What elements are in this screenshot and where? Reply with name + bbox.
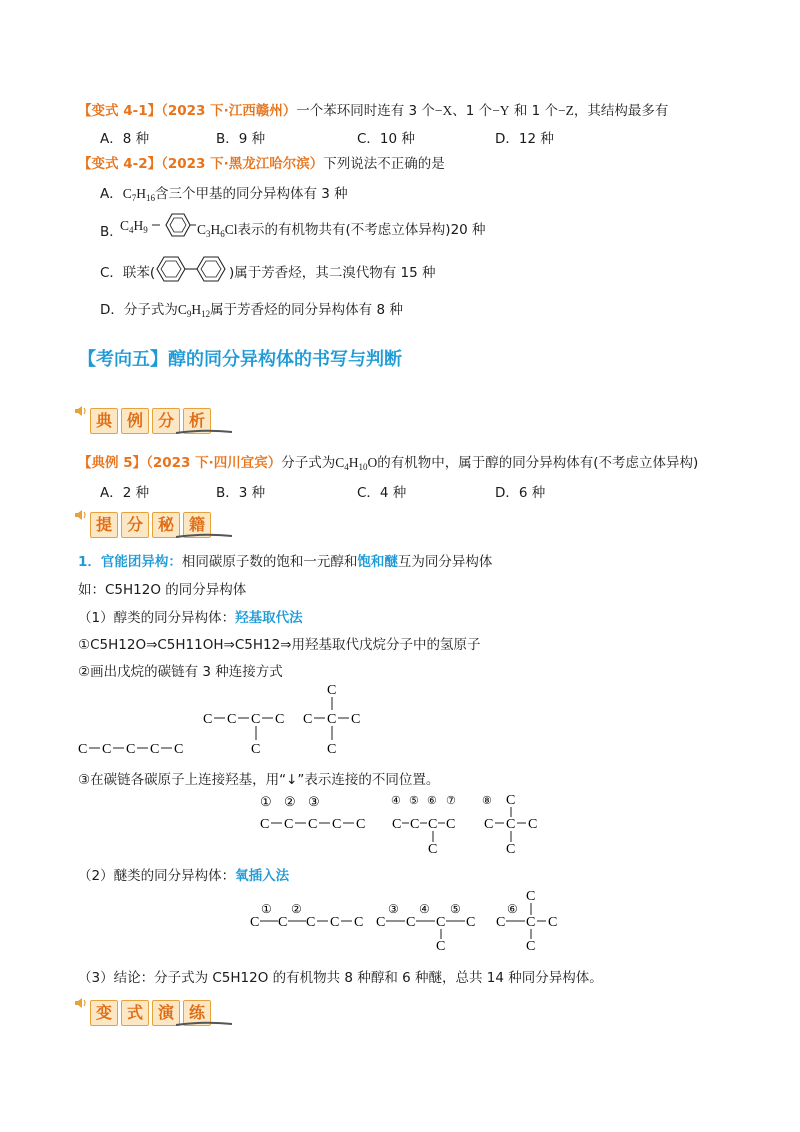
option-b-text <box>197 218 486 239</box>
question-text: 的有机物中，属于醇的同分异构体有(不考虑立体异构) <box>377 455 699 471</box>
badge-char: 分 <box>121 512 149 538</box>
position-marker: ③ <box>388 902 399 916</box>
n-pentane <box>78 742 183 757</box>
option-a: A．8 种 <box>100 131 150 147</box>
carbon-atom: C <box>428 817 438 832</box>
group-z: −Z <box>558 103 574 118</box>
formula-c7h16: $C_7H_{16}$ <box>122 186 156 203</box>
formula-c9h12: $C_9H_{12}$ <box>177 302 211 319</box>
speaker-icon <box>74 508 88 522</box>
badge-char: 提 <box>90 512 118 538</box>
formula-c4h10o: $C_4H_{10}O$ <box>335 455 378 472</box>
example-analysis-badge <box>74 404 244 438</box>
question-text: 和 1 个 <box>509 103 559 119</box>
position-marker: ① <box>260 794 272 809</box>
carbon-atom: C <box>351 712 361 727</box>
position-marker: ① <box>261 902 272 916</box>
carbon-atom: C <box>284 817 294 832</box>
option-c: C．联苯( <box>100 265 156 281</box>
carbon-atom: C <box>308 817 318 832</box>
option-d <box>100 298 403 319</box>
position-marker: ⑧ <box>482 795 492 807</box>
position-marker: ③ <box>308 794 320 809</box>
question-text: ，其结构最多有 <box>573 103 669 119</box>
carbon-atom: C <box>126 742 136 757</box>
tip-point-1 <box>78 550 492 570</box>
badge-char: 练 <box>183 1000 211 1026</box>
question-source: （2023 下·江西赣州） <box>161 103 297 119</box>
point-title: 官能团异构： <box>100 554 182 570</box>
tips-badge <box>74 508 244 542</box>
position-marker: ② <box>291 902 302 916</box>
carbon-atom: C <box>410 817 420 832</box>
carbon-atom: C <box>203 712 213 727</box>
practice-badge <box>74 996 244 1030</box>
carbon-atom: C <box>78 742 88 757</box>
alcohol-isomers-heading <box>78 606 303 626</box>
carbon-atom: C <box>466 915 476 930</box>
position-marker: ⑤ <box>450 902 461 916</box>
option-c: C．4 种 <box>357 485 407 501</box>
sub-label: （2）醚类的同分异构体： <box>78 868 236 884</box>
position-marker: ② <box>284 794 296 809</box>
question-text: 一个苯环同时连有 3 个 <box>296 103 435 119</box>
carbon-atom: C <box>332 817 342 832</box>
badge-char: 秘 <box>152 512 180 538</box>
badge-char: 籍 <box>183 512 211 538</box>
carbon-atom: C <box>436 915 446 930</box>
point-number: 1． <box>78 554 101 570</box>
brush-icon <box>174 531 234 541</box>
badge-char: 演 <box>152 1000 180 1026</box>
badge-char: 析 <box>183 408 211 434</box>
carbon-atom: C <box>356 817 366 832</box>
variant-4-1-question <box>78 99 668 119</box>
carbon-atom: C <box>528 817 538 832</box>
option-b: B．9 种 <box>216 131 266 147</box>
carbon-atom: C <box>526 939 536 954</box>
position-marker: ⑥ <box>427 795 437 807</box>
option-label: B． <box>100 224 123 240</box>
option-text: 属于芳香烃的同分异构体有 8 种 <box>210 302 403 318</box>
carbon-atom: C <box>376 915 386 930</box>
biphenyl-icon <box>153 252 231 286</box>
question-text: 下列说法不正确的是 <box>323 156 445 172</box>
option-d: D．12 种 <box>495 131 554 147</box>
benzene-ring-icon <box>152 208 196 242</box>
neopentane <box>303 683 360 757</box>
carbon-atom: C <box>392 817 402 832</box>
carbon-atom: C <box>354 915 364 930</box>
carbon-atom: C <box>150 742 160 757</box>
carbon-atom: C <box>506 817 516 832</box>
group-c3h6cl: $C_3H_6Cl$ <box>197 222 238 239</box>
badge-char: 分 <box>152 408 180 434</box>
variant-tag: 【变式 4-1】 <box>78 103 162 119</box>
position-marker: ⑦ <box>446 795 456 807</box>
conclusion: （3）结论：分子式为 C5H12O 的有机物共 8 种醇和 6 种醚，总共 14 种同分异构体。 <box>78 970 603 986</box>
carbon-atom: C <box>251 742 261 757</box>
group-y: −Y <box>492 103 510 118</box>
carbon-atom: C <box>303 712 313 727</box>
sub-label: （1）醇类的同分异构体： <box>78 610 236 626</box>
alcohol-positions-diagram <box>250 790 550 858</box>
carbon-atom: C <box>250 915 260 930</box>
carbon-atom: C <box>306 915 316 930</box>
isopentane <box>203 712 284 757</box>
step-1: ①C5H12O⇒C5H11OH⇒C5H12⇒用羟基取代戊烷分子中的氢原子 <box>78 637 481 653</box>
carbon-atom: C <box>548 915 558 930</box>
position-marker: ⑤ <box>409 795 419 807</box>
carbon-atom: C <box>526 915 536 930</box>
carbon-atom: C <box>506 793 516 808</box>
badge-char: 典 <box>90 408 118 434</box>
question-text: 、1 个 <box>452 103 493 119</box>
method-name: 羟基取代法 <box>235 610 303 626</box>
highlight-term: 饱和醚 <box>357 554 398 570</box>
carbon-atom: C <box>446 817 456 832</box>
option-text: 含三个甲基的同分异构体有 3 种 <box>155 186 348 202</box>
brush-icon <box>174 427 234 437</box>
position-marker: ④ <box>419 902 430 916</box>
variant-4-2-question <box>78 152 445 172</box>
badge-char: 例 <box>121 408 149 434</box>
carbon-atom: C <box>496 915 506 930</box>
question-source: （2023 下·黑龙江哈尔滨） <box>161 156 324 172</box>
option-label: A． <box>100 186 123 202</box>
step-2: ②画出戊烷的碳链有 3 种连接方式 <box>78 664 283 680</box>
option-d: D．6 种 <box>495 485 546 501</box>
speaker-icon <box>74 404 88 418</box>
step-3: ③在碳链各碳原子上连接羟基，用“↓”表示连接的不同位置。 <box>78 772 440 788</box>
ether-isomers-heading <box>78 864 289 884</box>
option-label: D．分子式为 <box>100 302 178 318</box>
ether-positions-diagram <box>250 886 570 956</box>
option-text: 表示的有机物共有(不考虑立体异构)20 种 <box>237 222 486 238</box>
pentane-chains-diagram <box>78 680 378 766</box>
carbon-atom: C <box>227 712 237 727</box>
example-line: 如：C5H12O 的同分异构体 <box>78 582 247 598</box>
position-marker: ④ <box>391 795 401 807</box>
carbon-atom: C <box>327 742 337 757</box>
carbon-atom: C <box>251 712 261 727</box>
carbon-atom: C <box>436 939 446 954</box>
carbon-atom: C <box>260 817 270 832</box>
option-c: C．10 种 <box>357 131 415 147</box>
option-a: A．2 种 <box>100 485 150 501</box>
carbon-atom: C <box>330 915 340 930</box>
carbon-atom: C <box>275 712 285 727</box>
carbon-atom: C <box>327 712 337 727</box>
carbon-atom: C <box>484 817 494 832</box>
badge-char: 式 <box>121 1000 149 1026</box>
method-name: 氧插入法 <box>235 868 290 884</box>
group-x: −X <box>434 103 453 118</box>
group-c4h9: $C_4H_9$ <box>120 218 148 235</box>
section-heading: 【考向五】醇的同分异构体的书写与判断 <box>78 349 402 370</box>
carbon-atom: C <box>278 915 288 930</box>
position-marker: ⑥ <box>507 902 518 916</box>
brush-icon <box>174 1019 234 1029</box>
option-b: B．3 种 <box>216 485 266 501</box>
example-5-question <box>78 451 698 472</box>
carbon-atom: C <box>102 742 112 757</box>
question-source: （2023 下·四川宜宾） <box>146 455 282 471</box>
option-c-text: )属于芳香烃，其二溴代物有 15 种 <box>229 265 436 281</box>
carbon-atom: C <box>174 742 184 757</box>
speaker-icon <box>74 996 88 1010</box>
variant-tag: 【变式 4-2】 <box>78 156 162 172</box>
question-text: 分子式为 <box>281 455 336 471</box>
carbon-atom: C <box>526 889 536 904</box>
option-a <box>100 182 348 203</box>
carbon-atom: C <box>327 683 337 698</box>
carbon-atom: C <box>428 842 438 857</box>
carbon-atom: C <box>406 915 416 930</box>
point-text: 互为同分异构体 <box>397 554 493 570</box>
badge-char: 变 <box>90 1000 118 1026</box>
carbon-atom: C <box>506 842 516 857</box>
example-tag: 【典例 5】 <box>78 455 147 471</box>
point-text: 相同碳原子数的饱和一元醇和 <box>181 554 358 570</box>
